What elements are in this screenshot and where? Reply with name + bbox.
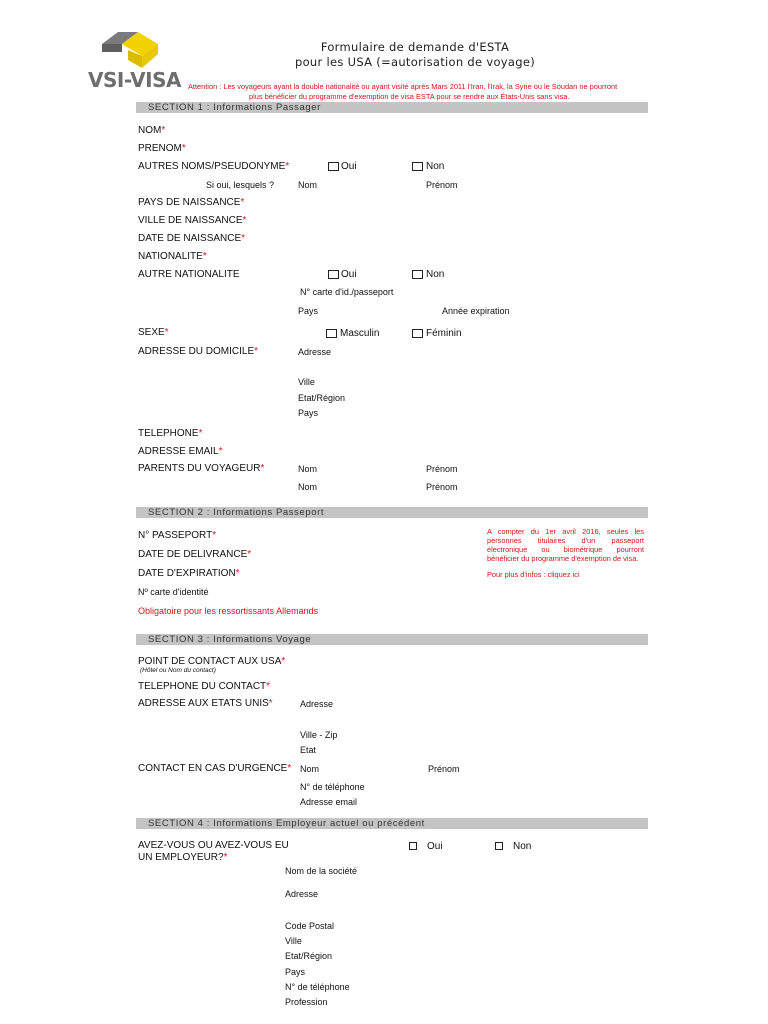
section-2-header: SECTION 2 : Informations Passeport <box>136 507 648 518</box>
label-carte-identite: Nº carte d'identité <box>138 587 209 597</box>
usa-etat: Etat <box>300 745 317 755</box>
logo-text: VSI-VISA <box>88 68 181 92</box>
plus-infos-link[interactable]: Pour plus d'infos : cliquez ici <box>487 570 580 579</box>
domicile-ville: Ville <box>298 377 315 387</box>
label-sexe: SEXE* <box>138 327 169 338</box>
autre-nationalite-non-label: Non <box>426 269 445 280</box>
autres-noms-non-checkbox[interactable] <box>412 162 423 171</box>
passport-note: A compter du 1er avril 2016, seules les personnes titulaires d'un passeport électronique ou biométrique pourront bénéficier du programme d'exemption de visa. <box>487 527 644 563</box>
usa-ville-zip: Ville - Zip <box>300 730 338 740</box>
parent2-prenom: Prénom <box>426 482 458 492</box>
attention-line-2: plus bénéficier du programme d'exemption de visa ESTA pour se rendre aux États-Unis sans visa. <box>249 92 570 101</box>
label-point-contact: POINT DE CONTACT AUX USA* <box>138 656 286 667</box>
label-si-oui: Si oui, lesquels ? <box>206 180 275 190</box>
parent2-nom: Nom <box>298 482 318 492</box>
autre-nationalite-oui-checkbox[interactable] <box>328 270 339 279</box>
sexe-feminin-label: Féminin <box>426 328 462 339</box>
section-3-header: SECTION 3 : Informations Voyage <box>136 634 648 645</box>
autres-noms-nom: Nom <box>298 180 318 190</box>
autres-noms-oui-label: Oui <box>341 161 357 172</box>
employeur-non-checkbox[interactable] <box>495 842 503 850</box>
label-nationalite: NATIONALITE* <box>138 251 207 262</box>
employeur-pays: Pays <box>285 967 306 977</box>
urgence-nom: Nom <box>300 764 320 774</box>
label-email: ADRESSE EMAIL* <box>138 446 223 457</box>
autre-nationalite-non-checkbox[interactable] <box>412 270 423 279</box>
domicile-adresse: Adresse <box>298 347 332 357</box>
label-point-contact-sub: (Hôtel ou Nom du contact) <box>140 667 216 674</box>
usa-adresse: Adresse <box>300 699 334 709</box>
label-num-carte: N° carte d'id./passeport <box>300 287 394 297</box>
sexe-masculin-checkbox[interactable] <box>326 329 337 338</box>
parent1-nom: Nom <box>298 464 318 474</box>
autres-noms-non-label: Non <box>426 161 445 172</box>
label-contact-urgence: CONTACT EN CAS D'URGENCE* <box>138 763 292 774</box>
label-adresse-usa: ADRESSE AUX ETATS UNIS* <box>138 698 273 709</box>
employeur-adresse: Adresse <box>285 889 319 899</box>
label-num-passeport: N° PASSEPORT* <box>138 530 217 541</box>
label-autre-nationalite: AUTRE NATIONALITE <box>138 269 240 280</box>
form-title: Formulaire de demande d'ESTA <box>320 40 510 54</box>
domicile-pays: Pays <box>298 408 319 418</box>
autre-nationalite-oui-label: Oui <box>341 269 357 280</box>
logo <box>88 30 181 96</box>
employeur-tel: N° de téléphone <box>285 982 350 992</box>
label-date-naissance: DATE DE NAISSANCE* <box>138 233 246 244</box>
label-telephone: TELEPHONE* <box>138 428 203 439</box>
autres-noms-prenom: Prénom <box>426 180 458 190</box>
employeur-etat-region: Etat/Région <box>285 951 333 961</box>
urgence-email: Adresse email <box>300 797 358 807</box>
logo-mark-icon <box>88 30 178 70</box>
sexe-masculin-label: Masculin <box>340 328 380 339</box>
label-autres-noms: AUTRES NOMS/PSEUDONYME* <box>138 161 290 172</box>
sexe-feminin-checkbox[interactable] <box>412 329 423 338</box>
section-4-header: SECTION 4 : Informations Employeur actuel ou précédent <box>136 818 648 829</box>
label-ville-naissance: VILLE DE NAISSANCE* <box>138 215 247 226</box>
employeur-profession: Profession <box>285 997 328 1007</box>
label-pays-naissance: PAYS DE NAISSANCE* <box>138 197 245 208</box>
note-obligatoire: Obligatoire pour les ressortissants Allemands <box>138 606 319 616</box>
employeur-code-postal: Code Postal <box>285 921 335 931</box>
label-date-expiration: DATE D'EXPIRATION* <box>138 568 240 579</box>
employeur-nom-societe: Nom de la société <box>285 866 358 876</box>
label-pays-carte: Pays <box>298 306 319 316</box>
urgence-prenom: Prénom <box>428 764 460 774</box>
attention-line-1: Attention : Les voyageurs ayant la double nationalité ou ayant visité après Mars 2011 l'Iran, l'Irak, la Syrie ou le Soudan ne pourront <box>188 82 618 91</box>
employeur-non-label: Non <box>513 841 532 852</box>
label-nom: NOM* <box>138 125 166 136</box>
domicile-etat-region: Etat/Région <box>298 393 346 403</box>
employeur-oui-label: Oui <box>427 841 443 852</box>
label-employeur-line2: UN EMPLOYEUR?* <box>138 852 228 863</box>
label-employeur-line1: AVEZ-VOUS OU AVEZ-VOUS EU <box>138 840 289 851</box>
label-parents: PARENTS DU VOYAGEUR* <box>138 463 265 474</box>
label-adresse-domicile: ADRESSE DU DOMICILE* <box>138 346 259 357</box>
employeur-ville: Ville <box>285 936 302 946</box>
label-tel-contact: TELEPHONE DU CONTACT* <box>138 681 271 692</box>
section-1-header: SECTION 1 : Informations Passager <box>136 102 648 113</box>
urgence-tel: N° de téléphone <box>300 782 365 792</box>
employeur-oui-checkbox[interactable] <box>409 842 417 850</box>
parent1-prenom: Prénom <box>426 464 458 474</box>
form-subtitle: pour les USA (=autorisation de voyage) <box>294 55 535 69</box>
label-annee-expiration: Année expiration <box>442 306 510 316</box>
label-prenom: PRENOM* <box>138 143 186 154</box>
autres-noms-oui-checkbox[interactable] <box>328 162 339 171</box>
label-date-delivrance: DATE DE DELIVRANCE* <box>138 549 252 560</box>
